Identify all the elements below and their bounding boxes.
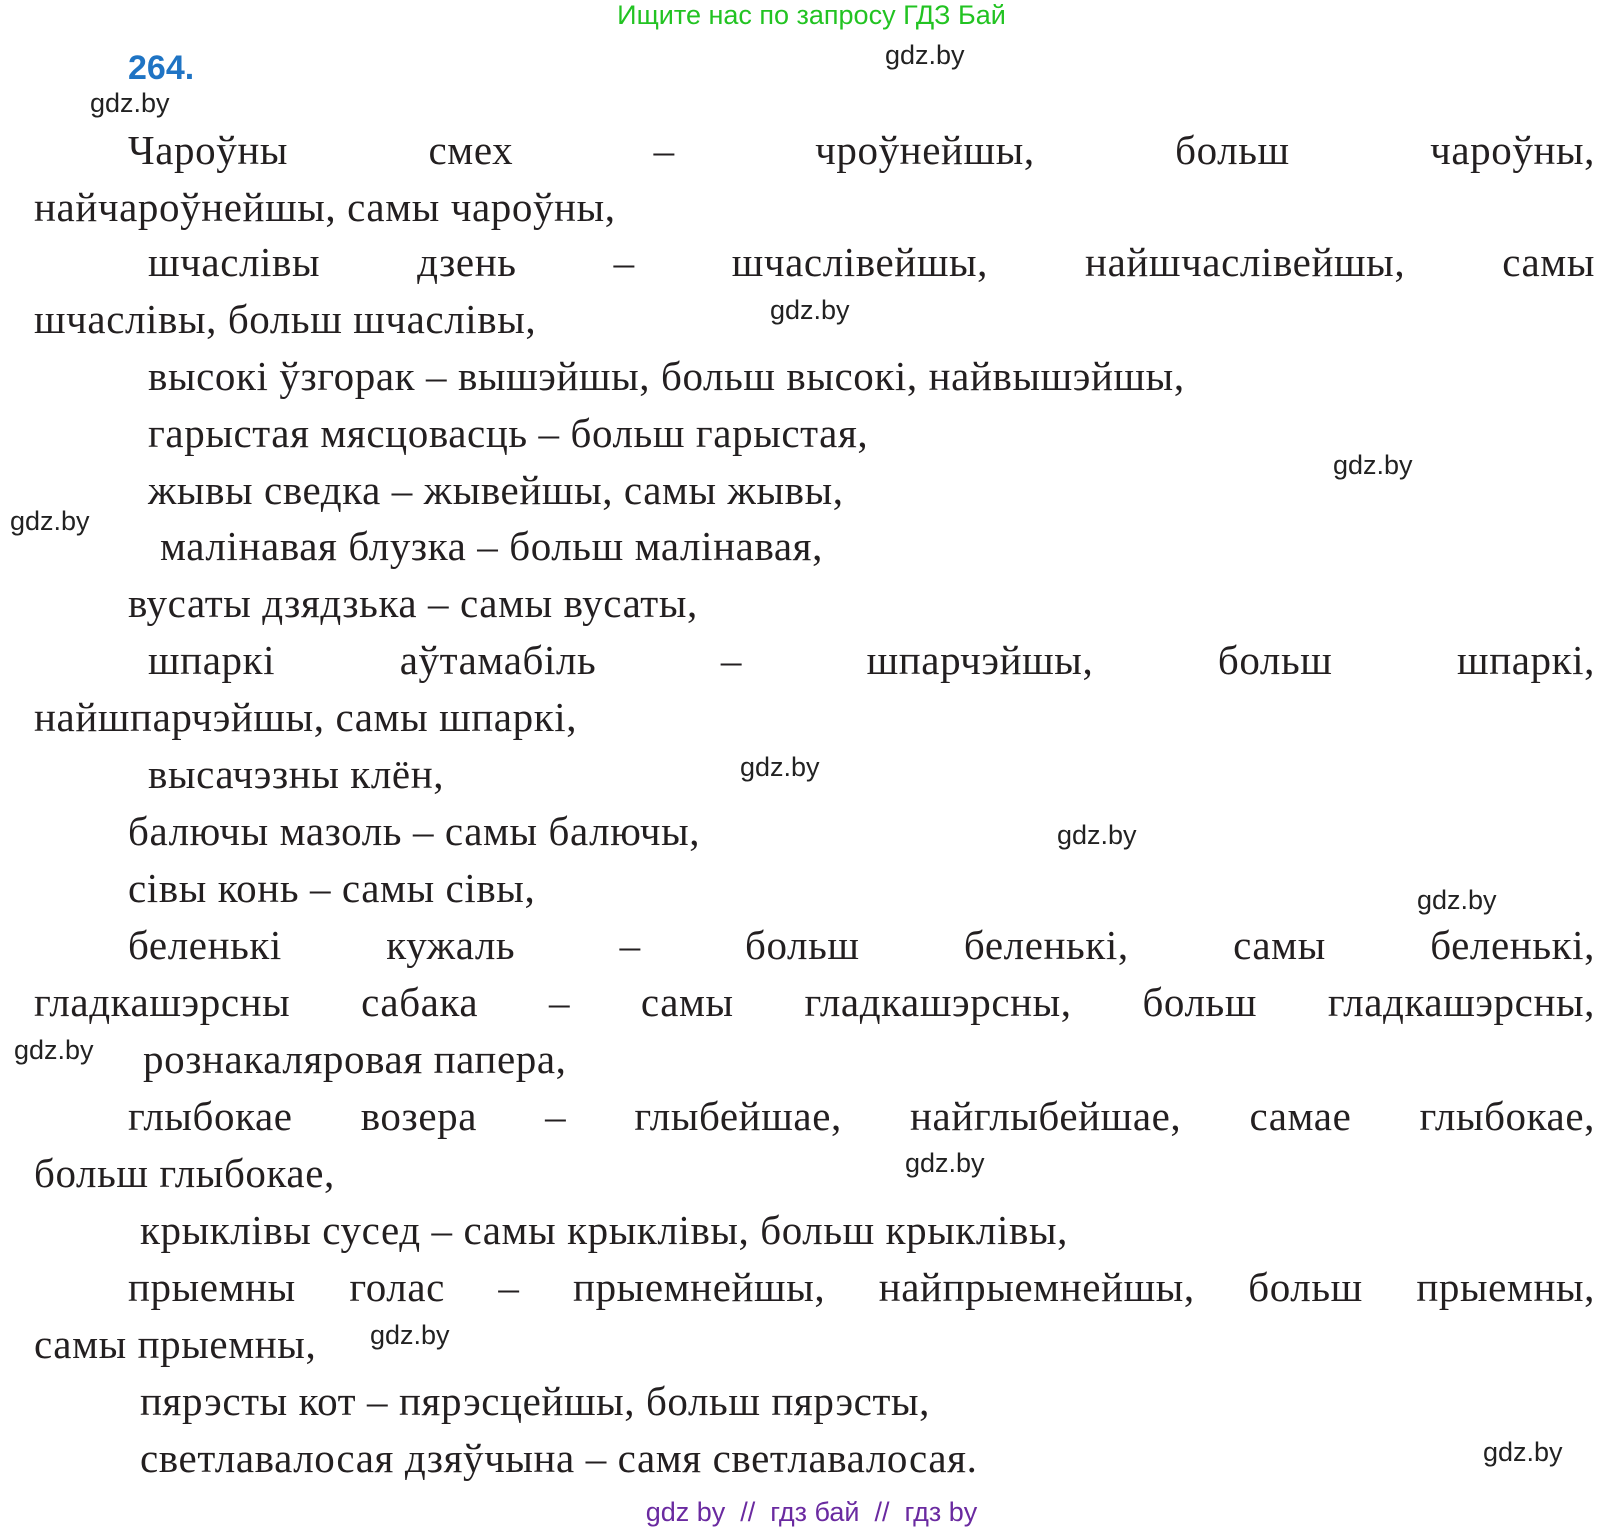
text-line: пярэсты кот – пярэсцейшы, больш пярэсты, (140, 1378, 930, 1424)
text-line: высокі ўзгорак – вышэйшы, больш высокі, найвышэйшы, (148, 353, 1185, 399)
text-line: сівы конь – самы сівы, (128, 865, 536, 911)
text-line: прыемны голас – прыемнейшы, найпрыемнейшы, больш прыемны, (128, 1264, 1595, 1310)
footer-text: gdz by // гдз бай // гдз by (645, 1497, 978, 1527)
text-line: беленькі кужаль – больш беленькі, самы беленькі, (128, 922, 1595, 968)
text-line: высачэзны клён, (148, 751, 445, 797)
text-line: светлавалосая дзяўчына – самя светлавалосая. (140, 1435, 978, 1481)
exercise-number: 264. (128, 49, 195, 87)
text-line: шпаркі аўтамабіль – шпарчэйшы, больш шпаркі, (148, 637, 1595, 683)
watermark: gdz.by (905, 1148, 985, 1178)
watermark: gdz.by (1057, 820, 1137, 850)
text-line: шчаслівы, больш шчаслівы, (34, 296, 537, 342)
text-line: Чароўны смех – чроўнейшы, больш чароўны, (128, 127, 1595, 173)
text-line: малінавая блузка – больш малінавая, (160, 523, 823, 569)
text-line: глыбокае возера – глыбейшае, найглыбейшае, самае глыбокае, (128, 1093, 1595, 1139)
text-line: самы прыемны, (34, 1321, 317, 1367)
text-line: шчаслівы дзень – шчаслівейшы, найшчаслівейшы, самы (148, 239, 1595, 285)
text-line: гарыстая мясцовасць – больш гарыстая, (148, 410, 869, 456)
text-line: найшпарчэйшы, самы шпаркі, (34, 694, 578, 740)
text-line: крыклівы сусед – самы крыклівы, больш крыклівы, (140, 1207, 1068, 1253)
text-line: жывы сведка – жывейшы, самы жывы, (148, 467, 844, 513)
text-line: больш глыбокае, (34, 1150, 335, 1196)
watermark: gdz.by (1417, 885, 1497, 915)
watermark: gdz.by (10, 506, 90, 536)
watermark: gdz.by (1333, 450, 1413, 480)
top-banner: Ищите нас по запросу ГДЗ Бай (617, 0, 1006, 30)
watermark: gdz.by (90, 88, 170, 118)
text-line: рознакаляровая папера, (143, 1036, 567, 1082)
watermark: gdz.by (370, 1320, 450, 1350)
text-line: найчароўнейшы, самы чароўны, (34, 184, 616, 230)
text-line: балючы мазоль – самы балючы, (128, 808, 701, 854)
watermark: gdz.by (885, 40, 965, 70)
text-line: гладкашэрсны сабака – самы гладкашэрсны, больш гладкашэрсны, (34, 979, 1595, 1025)
watermark: gdz.by (1483, 1437, 1563, 1467)
watermark: gdz.by (740, 752, 820, 782)
watermark: gdz.by (770, 295, 850, 325)
text-line: вусаты дзядзька – самы вусаты, (128, 580, 698, 626)
watermark: gdz.by (14, 1035, 94, 1065)
